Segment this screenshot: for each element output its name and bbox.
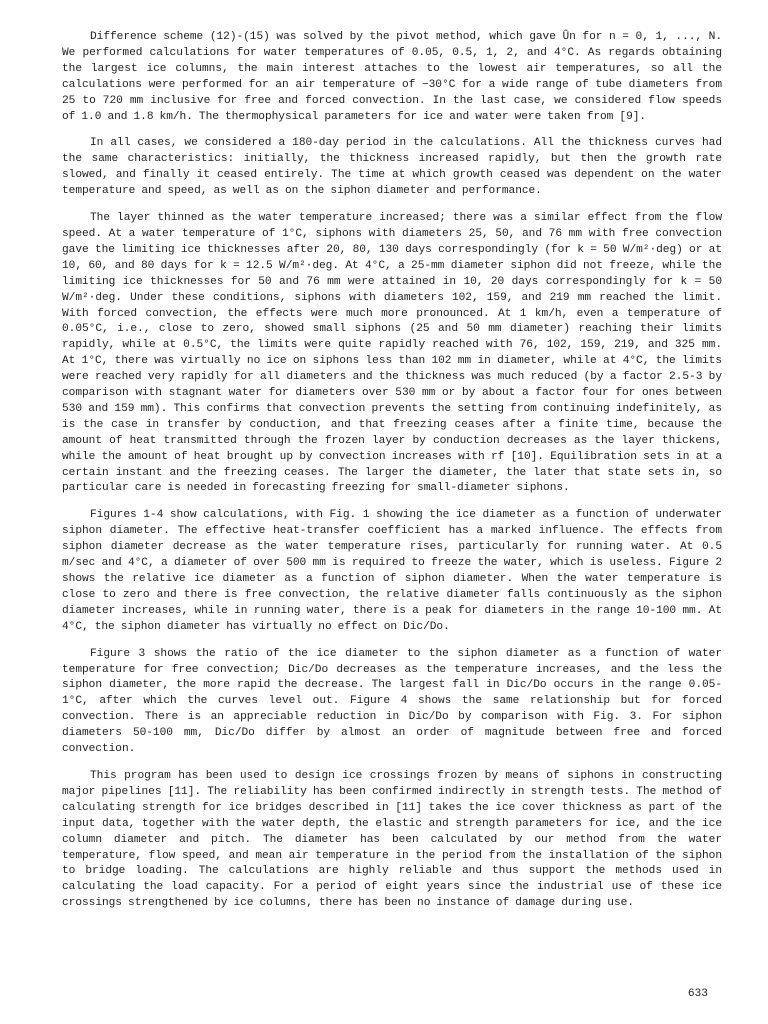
page-number: 633 xyxy=(687,988,708,1000)
paragraph-figure-3: Figure 3 shows the ratio of the ice diameter to the siphon diameter as a function of water temperature for free convection; Dic/Do decreases as the temperature increases, and the less the siphon diameter, the more rapid the decrease. The largest fall in Dic/Do occurs in the range 0.05-1°C, after which the curves level out. Figure 4 shows the same relationship but for forced convection. There is an appreciable reduction in Dic/Do by comparison with Fig. 3. For siphon diameters 50-100 mm, Dic/Do differ by almost an order of magnitude between free and forced convection. xyxy=(62,647,722,756)
paragraph-figures-1-4: Figures 1-4 show calculations, with Fig. 1 showing the ice diameter as a function of underwater siphon diameter. The effective heat-transfer coefficient has a marked influence. The effects from siphon diameter decrease as the water temperature rises, particularly for running water. At 0.5 m/sec and 4°C, a diameter of over 500 mm is required to freeze the water, which is useless. Figure 2 shows the relative ice diameter as a function of siphon diameter. When the water temperature is close to zero and there is free convection, the relative diameter falls continuously as the siphon diameter increases, while in running water, there is a peak for diameters in the range 10-100 mm. At 4°C, the siphon diameter has virtually no effect on Dic/Do. xyxy=(62,509,722,633)
article-body xyxy=(62,30,722,923)
paragraph-difference-scheme: Difference scheme (12)-(15) was solved by the pivot method, which gave Ûn for n = 0, 1, ..., N. We performed calculations for water temperatures of 0.05, 0.5, 1, 2, and 4°C. As regards obtaining the largest ice columns, the main interest attaches to the lowest air temperatures, so all the calculations were performed for an air temperature of −30°C for a wide range of tube diameters from 25 to 720 mm inclusive for free and forced convection. In the last case, we considered flow speeds of 1.0 and 1.8 km/h. The thermophysical parameters for ice and water were taken from [9]. xyxy=(62,31,722,123)
paragraph-thickness-curves: In all cases, we considered a 180-day period in the calculations. All the thickness curves had the same characteristics: initially, the thickness increased rapidly, but then the growth rate slowed, and finally it ceased entirely. The time at which growth ceased was dependent on the water temperature and speed, as well as on the siphon diameter and performance. xyxy=(62,137,722,198)
paragraph-ice-crossings: This program has been used to design ice crossings frozen by means of siphons in constructing major pipelines [11]. The reliability has been confirmed indirectly in strength tests. The method of calculating strength for ice bridges described in [11] takes the ice cover thickness as part of the input data, together with the water depth, the elastic and strength parameters for ice, and the ice column diameter and pitch. The diameter has been calculated by our method from the water temperature, flow speed, and mean air temperature in the period from the installation of the siphon to bridge loading. The calculations are highly reliable and thus support the methods used in calculating the load capacity. For a period of eight years since the industrial use of these ice crossings strengthened by ice columns, there has been no instance of damage during use. xyxy=(62,769,722,910)
paragraph-layer-thinning: The layer thinned as the water temperature increased; there was a similar effect from the flow speed. At a water temperature of 1°C, siphons with diameters 25, 50, and 76 mm with free convection gave the limiting ice thicknesses after 20, 80, 130 days correspondingly (for k = 50 W/m²·deg) or at 10, 60, and 80 days for k = 12.5 W/m²·deg. At 4°C, a 25-mm diameter siphon did not freeze, while the limiting ice thicknesses for 50 and 76 mm were attained in 10, 20 days correspondingly for k = 50 W/m²·deg. Under these conditions, siphons with diameters 102, 159, and 219 mm reached the limit. With forced convection, the effects were much more pronounced. At 1 km/h, even a temperature of 0.05°C, i.e., close to zero, showed small siphons (25 and 50 mm diameter) reaching their limits rapidly, while at 0.5°C, the limits were quite rapidly reached with 76, 102, 159, 219, and 325 mm. At 1°C, there was virtually no ice on siphons less than 102 mm in diameter, while at 4°C, the limits were reached very rapidly for all diameters and the thickness was much reduced (by a factor 2.5-3 by comparison with stagnant water for diameters over 530 mm or by about a factor four for ones between 530 and 159 mm). This confirms that convection prevents the setting from continuing indefinitely, as is the case in transfer by conduction, and that freezing ceases after a finite time, because the amount of heat transmitted through the frozen layer by conduction decreases as the layer thickens, while the amount of heat brought up by convection increases with rf [10]. Equilibration sets in at a certain instant and the freezing ceases. The larger the diameter, the later that state sets in, so particular care is needed in forecasting freezing for small-diameter siphons. xyxy=(62,212,722,495)
